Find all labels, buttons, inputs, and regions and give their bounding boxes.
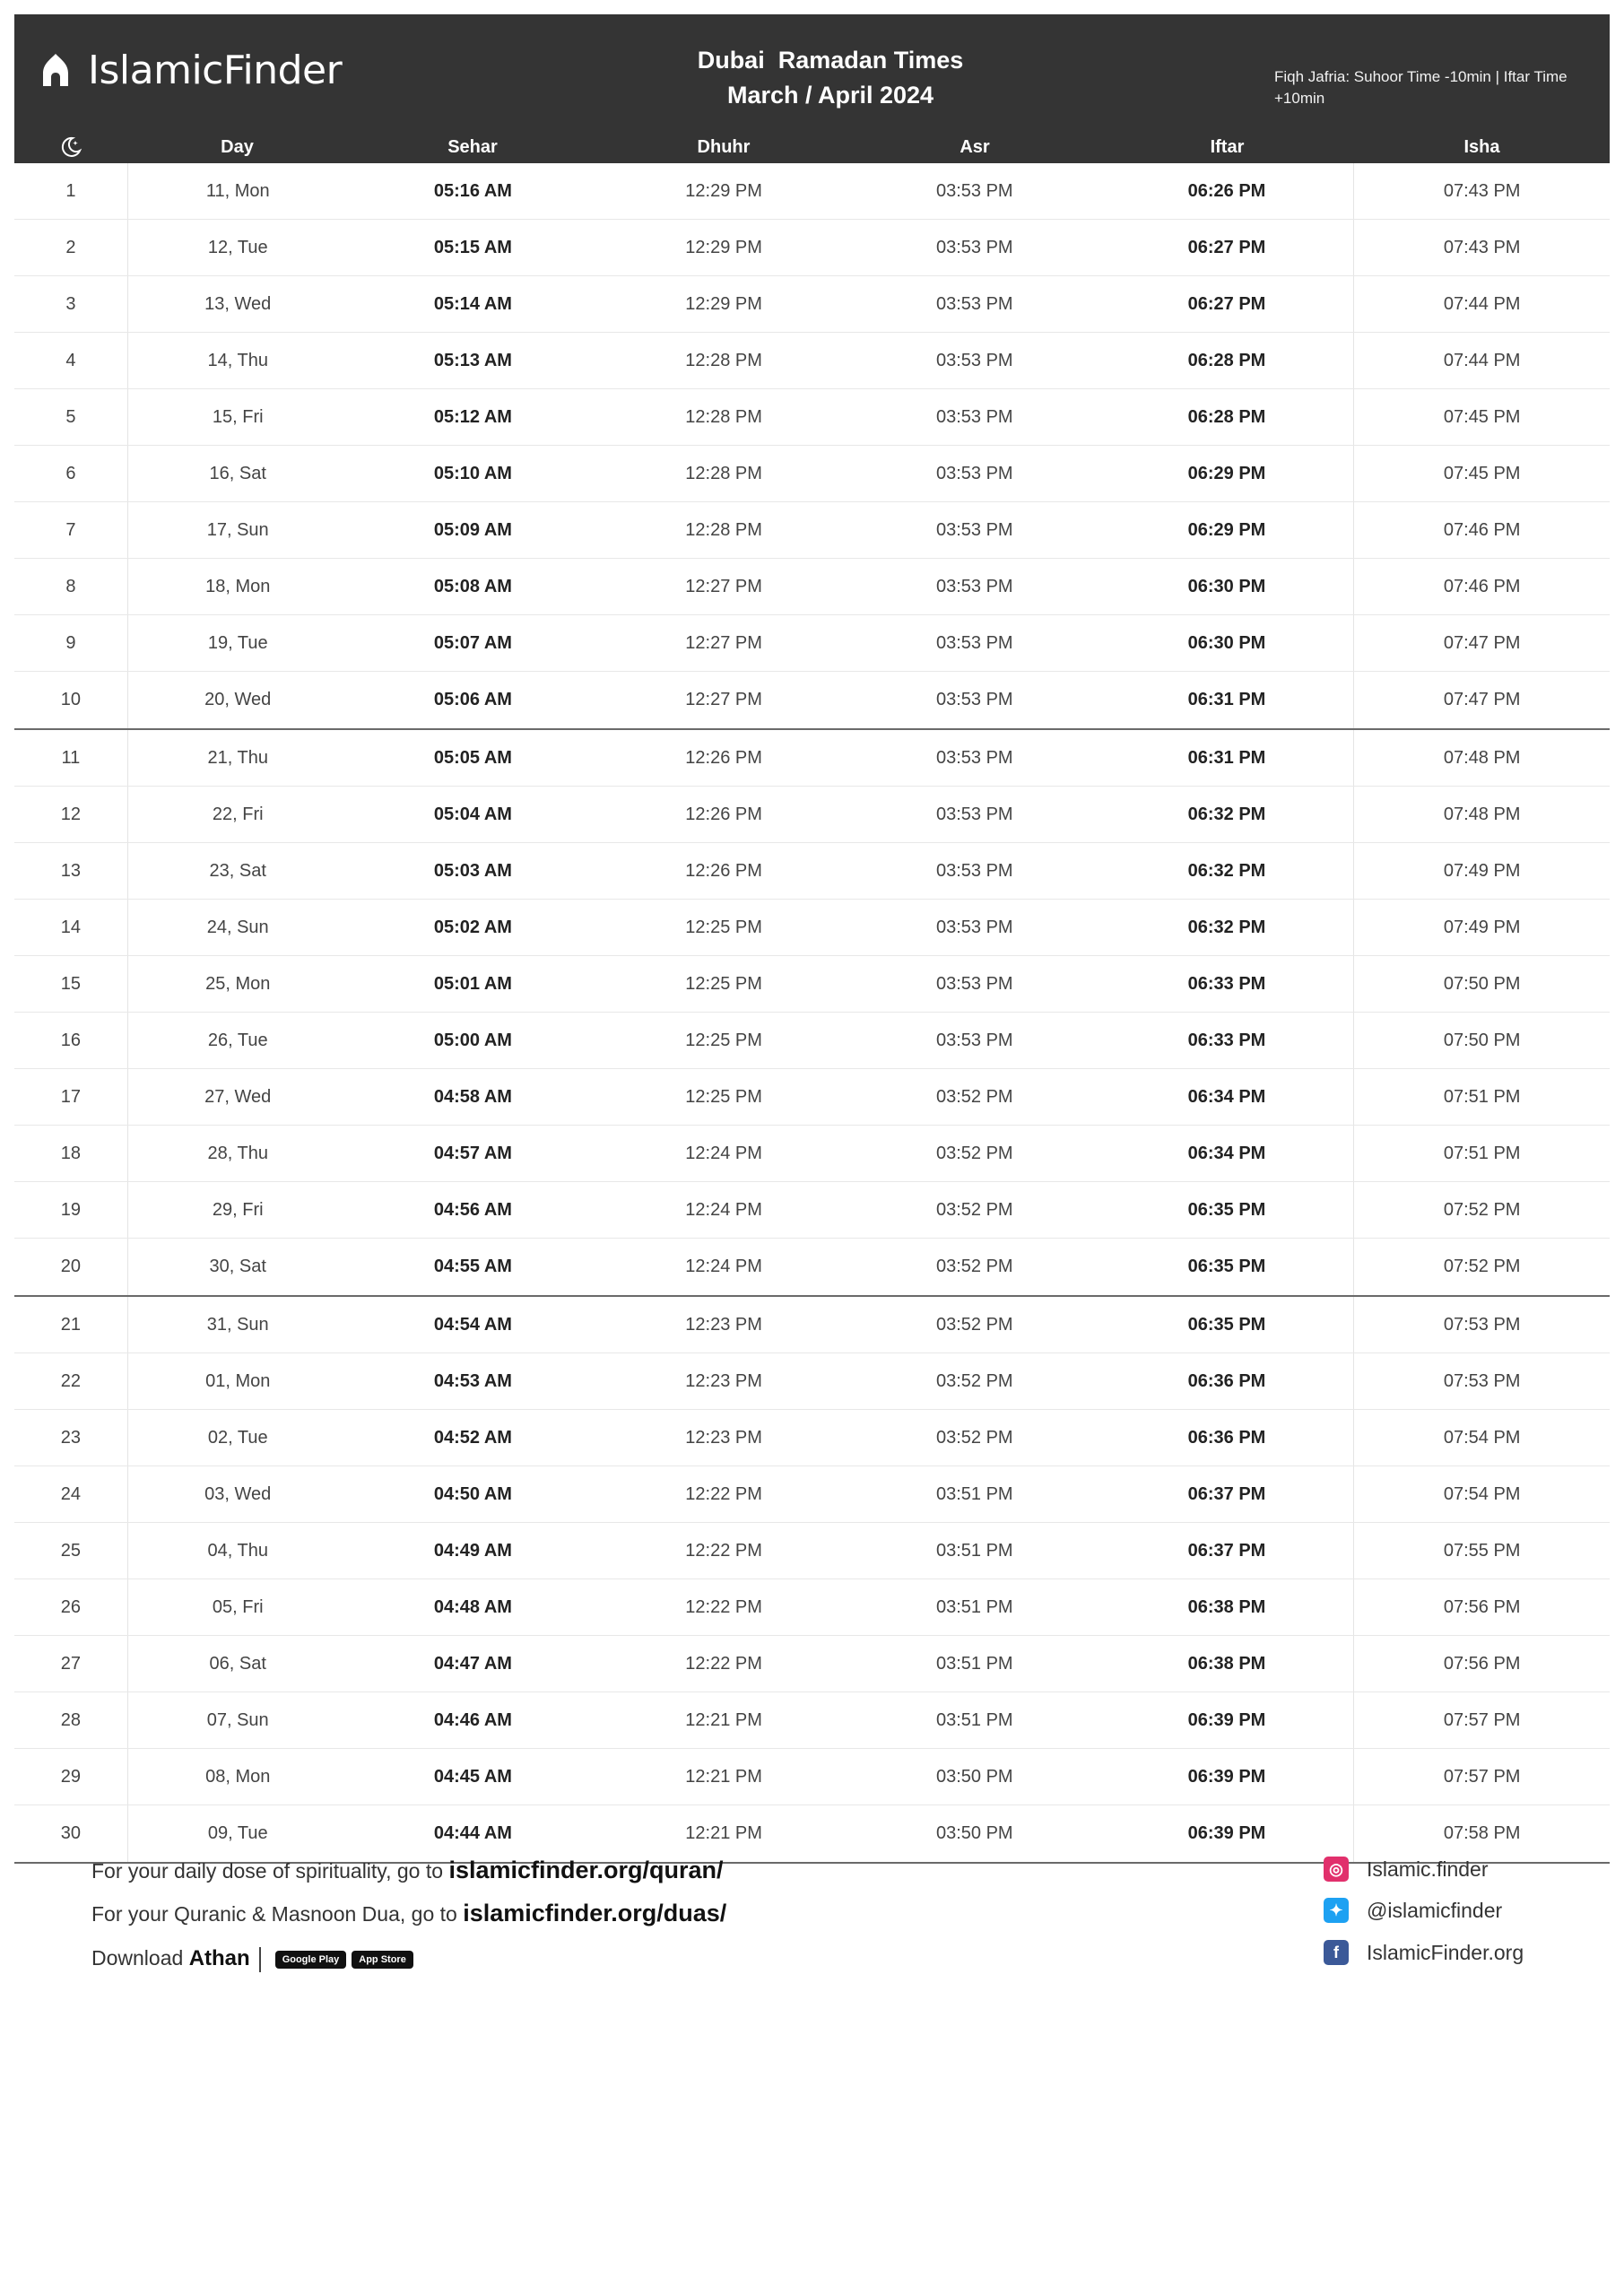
title-line-2: March / April 2024	[726, 82, 934, 109]
cell-sehar: 04:52 AM	[433, 1427, 512, 1448]
cell-dhuhr: 12:21 PM	[685, 1709, 762, 1730]
cell-iftar: 06:34 PM	[1100, 1069, 1355, 1125]
cell-iftar: 06:36 PM	[1100, 1353, 1355, 1409]
cell-iftar: 06:34 PM	[1100, 1126, 1355, 1181]
cell-iftar: 06:39 PM	[1100, 1749, 1355, 1805]
cell-dhuhr: 12:25 PM	[685, 973, 762, 994]
cell-dhuhr: 12:26 PM	[685, 747, 762, 768]
cell-sehar: 05:07 AM	[433, 632, 512, 653]
cell-day: 20, Wed	[204, 690, 272, 709]
page-title	[570, 43, 1090, 113]
cell-number: 21	[14, 1297, 128, 1352]
cell-asr: 03:52 PM	[935, 1314, 1013, 1335]
cell-dhuhr: 12:26 PM	[685, 804, 762, 824]
cell-day: 26, Tue	[207, 1030, 268, 1050]
cell-isha: 07:51 PM	[1443, 1143, 1521, 1163]
instagram-link[interactable]	[1324, 1857, 1488, 1882]
column-header-dhuhr: Dhuhr	[697, 136, 751, 157]
cell-iftar: 06:36 PM	[1100, 1410, 1355, 1465]
table-row	[14, 1126, 1610, 1182]
cell-number: 5	[14, 389, 128, 445]
cell-isha: 07:54 PM	[1443, 1483, 1521, 1504]
table-row	[14, 1523, 1610, 1579]
cell-number: 12	[14, 787, 128, 842]
cell-sehar: 04:49 AM	[433, 1540, 512, 1561]
cell-asr: 03:53 PM	[935, 519, 1013, 540]
cell-number: 30	[14, 1805, 128, 1862]
cell-number: 14	[14, 900, 128, 955]
cell-isha: 07:48 PM	[1443, 804, 1521, 824]
table-row	[14, 672, 1610, 730]
cell-day: 19, Tue	[207, 632, 268, 653]
timetable-body	[14, 163, 1610, 1864]
cell-dhuhr: 12:22 PM	[685, 1596, 762, 1617]
cell-day: 30, Sat	[209, 1257, 266, 1276]
cell-number: 9	[14, 615, 128, 671]
cell-number: 29	[14, 1749, 128, 1805]
footer-quran-text: For your daily dose of spirituality, go to	[91, 1859, 449, 1883]
cell-sehar: 05:06 AM	[433, 690, 512, 709]
cell-number: 20	[14, 1239, 128, 1295]
footer-duas-line	[91, 1900, 726, 1927]
cell-sehar: 04:48 AM	[433, 1596, 512, 1617]
cell-sehar: 05:02 AM	[433, 917, 512, 937]
table-row	[14, 900, 1610, 956]
cell-asr: 03:53 PM	[935, 180, 1013, 201]
cell-number: 15	[14, 956, 128, 1012]
cell-isha: 07:47 PM	[1443, 690, 1521, 709]
cell-iftar: 06:37 PM	[1100, 1523, 1355, 1578]
cell-asr: 03:53 PM	[935, 350, 1013, 370]
cell-isha: 07:49 PM	[1443, 860, 1521, 881]
cell-number: 26	[14, 1579, 128, 1635]
cell-asr: 03:53 PM	[935, 747, 1013, 768]
table-row	[14, 1353, 1610, 1410]
cell-dhuhr: 12:22 PM	[685, 1483, 762, 1504]
cell-day: 16, Sat	[209, 463, 266, 483]
cell-sehar: 05:01 AM	[433, 973, 512, 994]
cell-dhuhr: 12:21 PM	[685, 1823, 762, 1843]
cell-asr: 03:52 PM	[935, 1086, 1013, 1107]
cell-iftar: 06:35 PM	[1100, 1297, 1355, 1352]
cell-iftar: 06:37 PM	[1100, 1466, 1355, 1522]
cell-sehar: 05:03 AM	[433, 860, 512, 881]
cell-iftar: 06:31 PM	[1100, 672, 1355, 728]
cell-isha: 07:50 PM	[1443, 1030, 1521, 1050]
cell-sehar: 04:46 AM	[433, 1709, 512, 1730]
cell-iftar: 06:29 PM	[1100, 446, 1355, 501]
cell-iftar: 06:28 PM	[1100, 389, 1355, 445]
cell-day: 28, Thu	[207, 1143, 268, 1163]
cell-dhuhr: 12:23 PM	[685, 1370, 762, 1391]
cell-iftar: 06:32 PM	[1100, 900, 1355, 955]
cell-day: 25, Mon	[205, 973, 271, 994]
cell-number: 27	[14, 1636, 128, 1692]
cell-day: 11, Mon	[205, 180, 270, 201]
cell-iftar: 06:38 PM	[1100, 1636, 1355, 1692]
cell-dhuhr: 12:25 PM	[685, 1086, 762, 1107]
cell-dhuhr: 12:22 PM	[685, 1653, 762, 1674]
cell-sehar: 04:50 AM	[433, 1483, 512, 1504]
cell-sehar: 05:12 AM	[433, 406, 512, 427]
cell-asr: 03:53 PM	[935, 860, 1013, 881]
table-row	[14, 1749, 1610, 1805]
cell-dhuhr: 12:27 PM	[685, 632, 762, 653]
cell-day: 01, Mon	[205, 1370, 271, 1391]
table-row	[14, 502, 1610, 559]
cell-iftar: 06:33 PM	[1100, 1013, 1355, 1068]
cell-dhuhr: 12:28 PM	[685, 350, 762, 370]
cell-number: 25	[14, 1523, 128, 1578]
cell-number: 11	[14, 730, 128, 786]
cell-dhuhr: 12:28 PM	[685, 463, 762, 483]
cell-isha: 07:43 PM	[1443, 237, 1521, 257]
cell-dhuhr: 12:23 PM	[685, 1314, 762, 1335]
cell-isha: 07:49 PM	[1443, 917, 1521, 937]
cell-day: 29, Fri	[212, 1199, 264, 1220]
cell-isha: 07:55 PM	[1443, 1540, 1521, 1561]
cell-day: 08, Mon	[205, 1766, 271, 1787]
instagram-icon: ◎	[1324, 1857, 1349, 1882]
cell-asr: 03:51 PM	[935, 1709, 1013, 1730]
cell-asr: 03:53 PM	[935, 804, 1013, 824]
cell-asr: 03:51 PM	[935, 1596, 1013, 1617]
cell-day: 06, Sat	[209, 1653, 266, 1674]
table-row	[14, 163, 1610, 220]
cell-iftar: 06:39 PM	[1100, 1692, 1355, 1748]
cell-isha: 07:46 PM	[1443, 576, 1521, 596]
cell-isha: 07:53 PM	[1443, 1314, 1521, 1335]
cell-dhuhr: 12:28 PM	[685, 406, 762, 427]
cell-isha: 07:50 PM	[1443, 973, 1521, 994]
cell-asr: 03:53 PM	[935, 632, 1013, 653]
cell-number: 22	[14, 1353, 128, 1409]
cell-asr: 03:53 PM	[935, 690, 1013, 709]
cell-day: 04, Thu	[207, 1540, 268, 1561]
cell-day: 13, Wed	[204, 293, 272, 314]
logo-text: IslamicFinder	[88, 47, 343, 93]
facebook-link[interactable]	[1324, 1940, 1524, 1965]
cell-iftar: 06:28 PM	[1100, 333, 1355, 388]
cell-asr: 03:50 PM	[935, 1766, 1013, 1787]
table-row	[14, 1297, 1610, 1353]
cell-day: 09, Tue	[207, 1823, 268, 1843]
cell-sehar: 04:55 AM	[433, 1257, 512, 1276]
table-row	[14, 730, 1610, 787]
table-row	[14, 1466, 1610, 1523]
cell-sehar: 04:56 AM	[433, 1199, 512, 1220]
app-store-badge[interactable]: App Store	[352, 1951, 413, 1969]
cell-isha: 07:53 PM	[1443, 1370, 1521, 1391]
cell-asr: 03:53 PM	[935, 293, 1013, 314]
cell-isha: 07:44 PM	[1443, 350, 1521, 370]
cell-day: 21, Thu	[207, 747, 268, 768]
table-row	[14, 333, 1610, 389]
cell-sehar: 04:58 AM	[433, 1086, 512, 1107]
cell-number: 1	[14, 163, 128, 219]
cell-iftar: 06:27 PM	[1100, 276, 1355, 332]
cell-dhuhr: 12:24 PM	[685, 1143, 762, 1163]
download-text: Download	[91, 1946, 189, 1970]
cell-iftar: 06:32 PM	[1100, 843, 1355, 899]
cell-isha: 07:43 PM	[1443, 180, 1521, 201]
cell-number: 3	[14, 276, 128, 332]
table-row	[14, 1069, 1610, 1126]
footer-download-line	[91, 1946, 413, 1972]
cell-iftar: 06:32 PM	[1100, 787, 1355, 842]
table-row	[14, 1013, 1610, 1069]
cell-day: 17, Sun	[206, 519, 269, 540]
cell-dhuhr: 12:28 PM	[685, 519, 762, 540]
cell-asr: 03:53 PM	[935, 237, 1013, 257]
cell-isha: 07:57 PM	[1443, 1709, 1521, 1730]
cell-sehar: 05:05 AM	[433, 747, 512, 768]
cell-isha: 07:46 PM	[1443, 519, 1521, 540]
cell-day: 27, Wed	[204, 1086, 272, 1107]
table-row	[14, 1239, 1610, 1297]
cell-number: 7	[14, 502, 128, 558]
cell-dhuhr: 12:24 PM	[685, 1199, 762, 1220]
cell-number: 28	[14, 1692, 128, 1748]
cell-day: 23, Sat	[209, 860, 266, 881]
cell-day: 18, Mon	[205, 576, 271, 596]
table-row	[14, 559, 1610, 615]
cell-asr: 03:50 PM	[935, 1823, 1013, 1843]
cell-day: 24, Sun	[206, 917, 269, 937]
column-header-isha: Isha	[1463, 136, 1500, 157]
table-row	[14, 1636, 1610, 1692]
cell-isha: 07:47 PM	[1443, 632, 1521, 653]
cell-number: 4	[14, 333, 128, 388]
cell-sehar: 05:15 AM	[433, 237, 512, 257]
table-row	[14, 1805, 1610, 1864]
cell-number: 13	[14, 843, 128, 899]
cell-sehar: 04:53 AM	[433, 1370, 512, 1391]
twitter-link[interactable]	[1324, 1898, 1502, 1923]
column-header-asr: Asr	[960, 136, 990, 157]
cell-day: 07, Sun	[206, 1709, 269, 1730]
cell-sehar: 05:14 AM	[433, 293, 512, 314]
column-header-sehar: Sehar	[447, 136, 498, 157]
cell-isha: 07:52 PM	[1443, 1257, 1521, 1276]
cell-sehar: 05:16 AM	[433, 180, 512, 201]
table-row	[14, 276, 1610, 333]
cell-isha: 07:56 PM	[1443, 1596, 1521, 1617]
cell-asr: 03:53 PM	[935, 917, 1013, 937]
table-row	[14, 787, 1610, 843]
cell-number: 16	[14, 1013, 128, 1068]
cell-day: 22, Fri	[212, 804, 264, 824]
table-row	[14, 389, 1610, 446]
cell-asr: 03:53 PM	[935, 463, 1013, 483]
cell-dhuhr: 12:25 PM	[685, 917, 762, 937]
cell-number: 10	[14, 672, 128, 728]
twitter-icon: ✦	[1324, 1898, 1349, 1923]
cell-asr: 03:52 PM	[935, 1370, 1013, 1391]
column-header-row	[14, 131, 1610, 163]
mosque-icon	[36, 50, 75, 90]
cell-dhuhr: 12:27 PM	[685, 576, 762, 596]
title-line-1: Dubai Ramadan Times	[697, 47, 964, 74]
table-row	[14, 1410, 1610, 1466]
header-bar	[14, 14, 1610, 163]
cell-sehar: 05:09 AM	[433, 519, 512, 540]
cell-asr: 03:53 PM	[935, 1030, 1013, 1050]
cell-isha: 07:48 PM	[1443, 747, 1521, 768]
cell-sehar: 04:57 AM	[433, 1143, 512, 1163]
cell-day: 12, Tue	[207, 237, 268, 257]
cell-sehar: 05:13 AM	[433, 350, 512, 370]
cell-isha: 07:44 PM	[1443, 293, 1521, 314]
cell-isha: 07:45 PM	[1443, 406, 1521, 427]
column-header-day: Day	[221, 136, 254, 157]
cell-isha: 07:58 PM	[1443, 1823, 1521, 1843]
cell-sehar: 04:47 AM	[433, 1653, 512, 1674]
cell-number: 2	[14, 220, 128, 275]
cell-isha: 07:52 PM	[1443, 1199, 1521, 1220]
cell-dhuhr: 12:21 PM	[685, 1766, 762, 1787]
cell-asr: 03:51 PM	[935, 1483, 1013, 1504]
cell-asr: 03:52 PM	[935, 1143, 1013, 1163]
cell-isha: 07:57 PM	[1443, 1766, 1521, 1787]
column-header-iftar: Iftar	[1210, 136, 1245, 157]
cell-isha: 07:51 PM	[1443, 1086, 1521, 1107]
cell-iftar: 06:29 PM	[1100, 502, 1355, 558]
twitter-handle: @islamicfinder	[1367, 1898, 1503, 1922]
cell-day: 03, Wed	[204, 1483, 272, 1504]
cell-sehar: 05:04 AM	[433, 804, 512, 824]
cell-iftar: 06:38 PM	[1100, 1579, 1355, 1635]
cell-asr: 03:51 PM	[935, 1540, 1013, 1561]
cell-sehar: 04:54 AM	[433, 1314, 512, 1335]
table-row	[14, 1692, 1610, 1749]
table-row	[14, 615, 1610, 672]
table-row	[14, 843, 1610, 900]
table-row	[14, 220, 1610, 276]
cell-sehar: 04:45 AM	[433, 1766, 512, 1787]
crescent-moon-icon	[58, 135, 83, 160]
cell-sehar: 04:44 AM	[433, 1823, 512, 1843]
cell-dhuhr: 12:25 PM	[685, 1030, 762, 1050]
cell-sehar: 05:08 AM	[433, 576, 512, 596]
cell-iftar: 06:35 PM	[1100, 1182, 1355, 1238]
cell-iftar: 06:35 PM	[1100, 1239, 1355, 1295]
footer-duas-text: For your Quranic & Masnoon Dua, go to	[91, 1902, 464, 1926]
footer-quran-line	[91, 1857, 724, 1884]
cell-day: 14, Thu	[207, 350, 268, 370]
cell-asr: 03:52 PM	[935, 1199, 1013, 1220]
cell-asr: 03:53 PM	[935, 576, 1013, 596]
table-row	[14, 446, 1610, 502]
table-row	[14, 1182, 1610, 1239]
cell-dhuhr: 12:24 PM	[685, 1257, 762, 1276]
cell-iftar: 06:31 PM	[1100, 730, 1355, 786]
cell-iftar: 06:30 PM	[1100, 559, 1355, 614]
cell-number: 23	[14, 1410, 128, 1465]
fiqh-note: Fiqh Jafria: Suhoor Time -10min | Iftar Time +10min	[1274, 68, 1568, 107]
cell-iftar: 06:39 PM	[1100, 1805, 1355, 1862]
timetable-sheet	[14, 14, 1610, 1864]
cell-isha: 07:56 PM	[1443, 1653, 1521, 1674]
cell-number: 17	[14, 1069, 128, 1125]
cell-number: 8	[14, 559, 128, 614]
instagram-handle: Islamic.finder	[1367, 1857, 1489, 1881]
cell-sehar: 05:10 AM	[433, 463, 512, 483]
cell-dhuhr: 12:29 PM	[685, 237, 762, 257]
cell-number: 6	[14, 446, 128, 501]
cell-number: 18	[14, 1126, 128, 1181]
cell-asr: 03:51 PM	[935, 1653, 1013, 1674]
cell-day: 31, Sun	[206, 1314, 269, 1335]
cell-sehar: 05:00 AM	[433, 1030, 512, 1050]
cell-asr: 03:53 PM	[935, 406, 1013, 427]
cell-asr: 03:52 PM	[935, 1257, 1013, 1276]
cell-iftar: 06:33 PM	[1100, 956, 1355, 1012]
cell-dhuhr: 12:22 PM	[685, 1540, 762, 1561]
duas-link[interactable]: islamicfinder.org/duas/	[463, 1900, 727, 1926]
divider	[259, 1947, 261, 1972]
table-row	[14, 956, 1610, 1013]
cell-asr: 03:53 PM	[935, 973, 1013, 994]
cell-dhuhr: 12:26 PM	[685, 860, 762, 881]
cell-number: 24	[14, 1466, 128, 1522]
cell-isha: 07:45 PM	[1443, 463, 1521, 483]
cell-dhuhr: 12:29 PM	[685, 293, 762, 314]
cell-isha: 07:54 PM	[1443, 1427, 1521, 1448]
cell-dhuhr: 12:27 PM	[685, 690, 762, 709]
cell-iftar: 06:30 PM	[1100, 615, 1355, 671]
athan-app-name: Athan	[188, 1946, 250, 1970]
facebook-handle: IslamicFinder.org	[1367, 1940, 1524, 1964]
quran-link[interactable]: islamicfinder.org/quran/	[448, 1857, 724, 1883]
cell-day: 15, Fri	[212, 406, 264, 427]
cell-iftar: 06:26 PM	[1100, 163, 1355, 219]
cell-day: 02, Tue	[207, 1427, 268, 1448]
cell-day: 05, Fri	[212, 1596, 264, 1617]
facebook-icon: f	[1324, 1940, 1349, 1965]
cell-dhuhr: 12:23 PM	[685, 1427, 762, 1448]
cell-number: 19	[14, 1182, 128, 1238]
cell-asr: 03:52 PM	[935, 1427, 1013, 1448]
table-row	[14, 1579, 1610, 1636]
column-header-number	[14, 131, 127, 163]
cell-dhuhr: 12:29 PM	[685, 180, 762, 201]
logo[interactable]	[36, 43, 342, 97]
google-play-badge[interactable]: Google Play	[275, 1951, 347, 1969]
cell-iftar: 06:27 PM	[1100, 220, 1355, 275]
